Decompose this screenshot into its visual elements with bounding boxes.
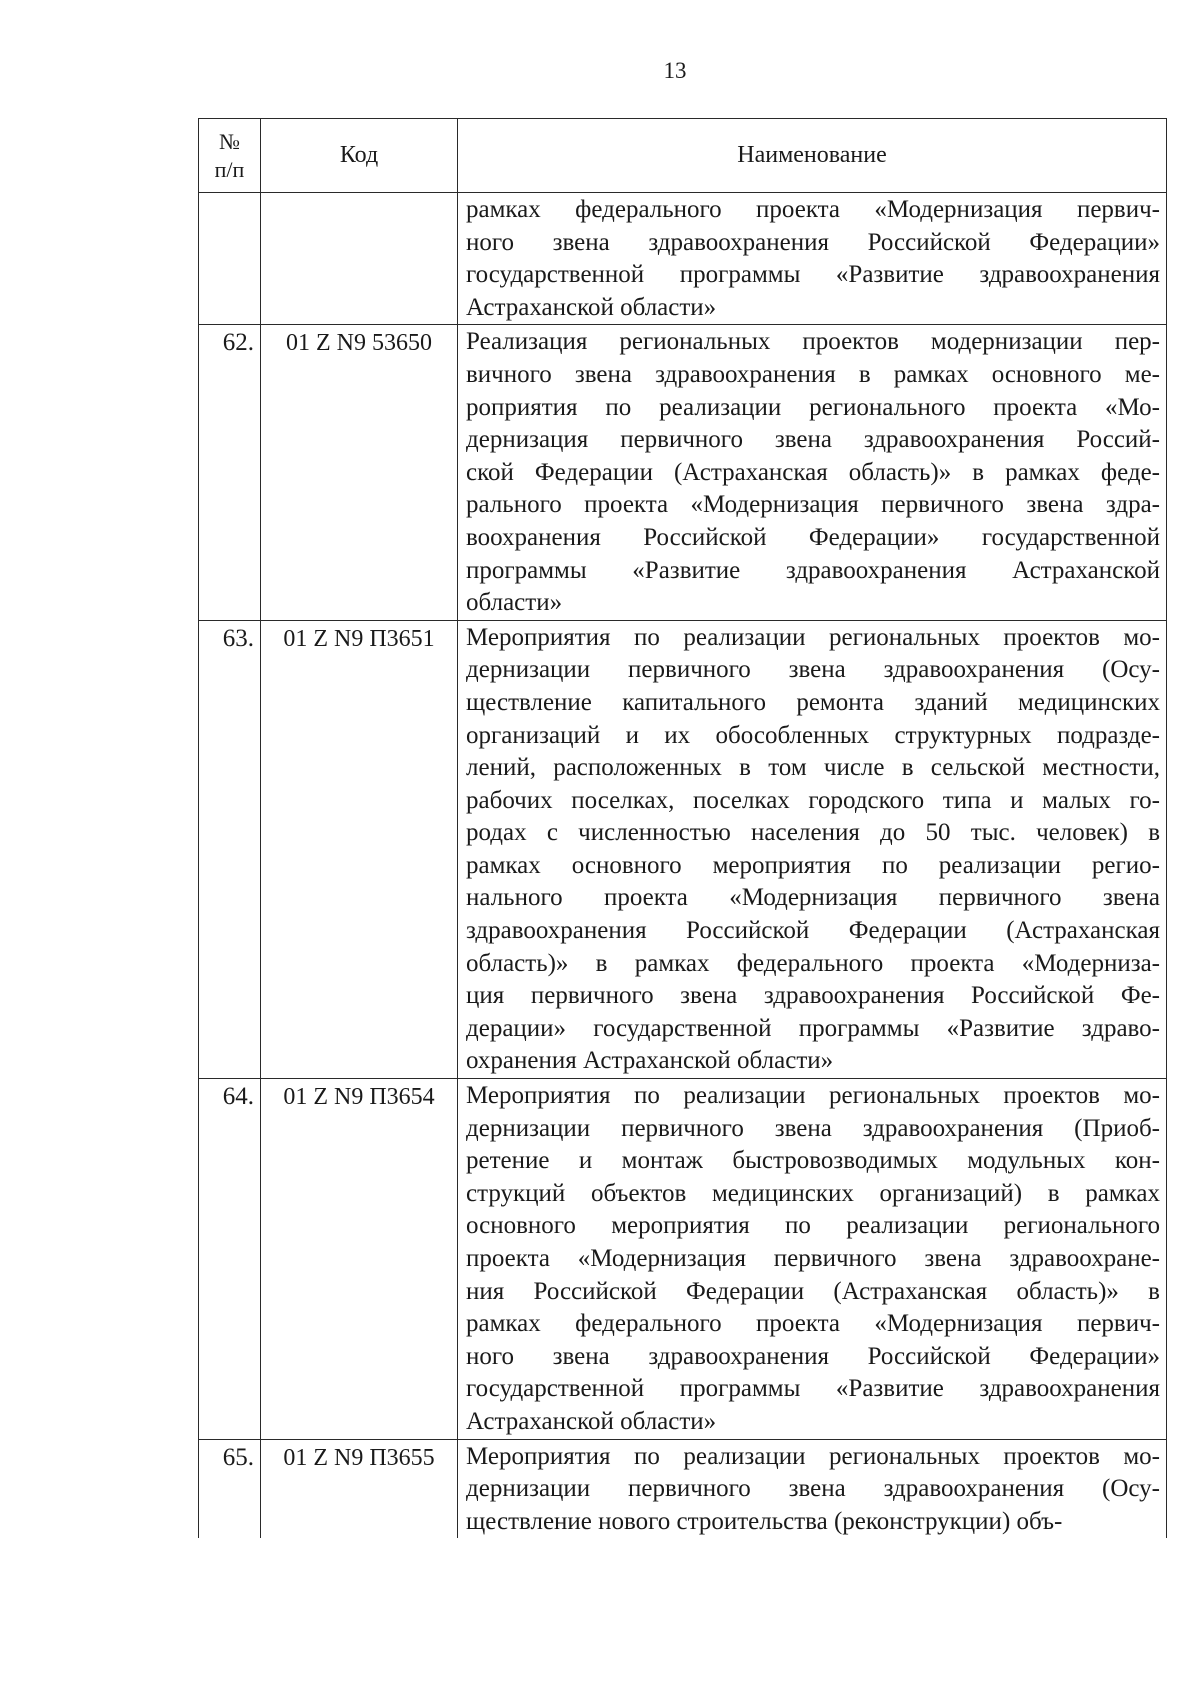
row-name-line: ция первичного звена здравоохранения Российской Фе- [466,982,1160,1010]
row-name-line: струкций объектов медицинских организаций) в рамках [466,1179,1160,1207]
header-number-sign: № [219,128,240,154]
row-name-line: государственной программы «Развитие здравоохранения [466,261,1160,289]
row-code: 01 Z N9 П3651 [261,620,458,1078]
header-number-abbr: п/п [214,156,245,182]
table-row [199,1439,1167,1538]
row-name-line: ществление нового строительства (реконструкции) объ- [466,1507,1063,1535]
row-name-line: Реализация региональных проектов модернизации пер- [466,328,1160,356]
row-name-line: область)» в рамках федерального проекта «Модерниза- [466,949,1160,977]
row-number: 63. [199,620,261,1078]
row-name-line: рамках основного мероприятия по реализации регио- [466,851,1160,879]
row-name-line: дернизации первичного звена здравоохранения (Приоб- [466,1114,1160,1142]
row-name-line: вичного звена здравоохранения в рамках основного ме- [466,360,1160,388]
row-name-line: основного мероприятия по реализации регионального [466,1212,1160,1240]
row-code: 01 Z N9 П3655 [261,1439,458,1538]
row-name-line: дернизация первичного звена здравоохранения Россий- [466,426,1160,454]
row-name-line: Астраханской области» [466,293,717,321]
row-name-line: дерации» государственной программы «Развитие здраво- [466,1014,1160,1042]
header-code: Код [261,119,458,193]
row-name-line: ществление капитального ремонта зданий медицинских [466,688,1160,716]
row-number: 62. [199,325,261,620]
row-number: 64. [199,1079,261,1440]
table-row [199,325,1167,620]
row-name-line: ния Российской Федерации (Астраханская область)» в [466,1277,1160,1305]
row-code: 01 Z N9 53650 [261,325,458,620]
row-name-line: программы «Развитие здравоохранения Астраханской [466,556,1160,584]
row-name-line: организаций и их обособленных структурных подразде- [466,721,1160,749]
row-name-line: Мероприятия по реализации региональных проектов мо- [466,1442,1160,1470]
row-name-line: дернизации первичного звена здравоохранения (Осу- [466,656,1160,684]
row-name-line: рамках федерального проекта «Модернизация первич- [466,1310,1160,1338]
row-name [458,1079,1167,1440]
row-name-line: области» [466,589,563,617]
page-number: 13 [663,58,687,83]
table-row [199,1079,1167,1440]
row-name-line: ного звена здравоохранения Российской Федерации» [466,228,1160,256]
row-name-line: Мероприятия по реализации региональных проектов мо- [466,1082,1160,1110]
row-name-line: проекта «Модернизация первичного звена здравоохране- [466,1245,1160,1272]
budget-codes-table [198,118,1167,1538]
header-name: Наименование [458,119,1167,193]
row-name-line: ного звена здравоохранения Российской Федерации» [466,1342,1160,1370]
row-name-line: ретение и монтаж быстровозводимых модульных кон- [466,1147,1160,1175]
row-name-line: ской Федерации (Астраханская область)» в рамках феде- [466,458,1160,486]
row-name-line: Астраханской области» [466,1407,717,1435]
row-name-line: рабочих поселках, поселках городского типа и малых го- [466,786,1160,814]
row-name-line: рамках федерального проекта «Модернизация первич- [466,196,1160,223]
table-row [199,193,1167,325]
row-name-line: охранения Астраханской области» [466,1047,834,1075]
row-name-line: роприятия по реализации регионального проекта «Мо- [466,393,1160,421]
row-name-line: Мероприятия по реализации региональных проектов мо- [466,623,1160,651]
header-number [199,119,261,193]
row-name-line: государственной программы «Развитие здравоохранения [466,1375,1160,1403]
row-name-line: нального проекта «Модернизация первичного звена [466,884,1160,912]
row-code: 01 Z N9 П3654 [261,1079,458,1440]
row-name [458,1439,1167,1538]
row-name [458,193,1167,325]
row-name-line: здравоохранения Российской Федерации (Астраханская [466,917,1160,945]
row-name-line: рального проекта «Модернизация первичного звена здра- [466,491,1160,519]
row-name [458,325,1167,620]
row-name [458,620,1167,1078]
row-name-line: лений, расположенных в том числе в сельской местности, [466,754,1160,782]
table-row [199,620,1167,1078]
row-name-line: дернизации первичного звена здравоохранения (Осу- [466,1475,1160,1503]
row-number: 65. [199,1439,261,1538]
row-name-line: воохранения Российской Федерации» государственной [466,523,1160,551]
row-code [261,193,458,325]
table-header-row [199,119,1167,193]
row-number [199,193,261,325]
row-name-line: родах с численностью населения до 50 тыс. человек) в [466,819,1160,847]
